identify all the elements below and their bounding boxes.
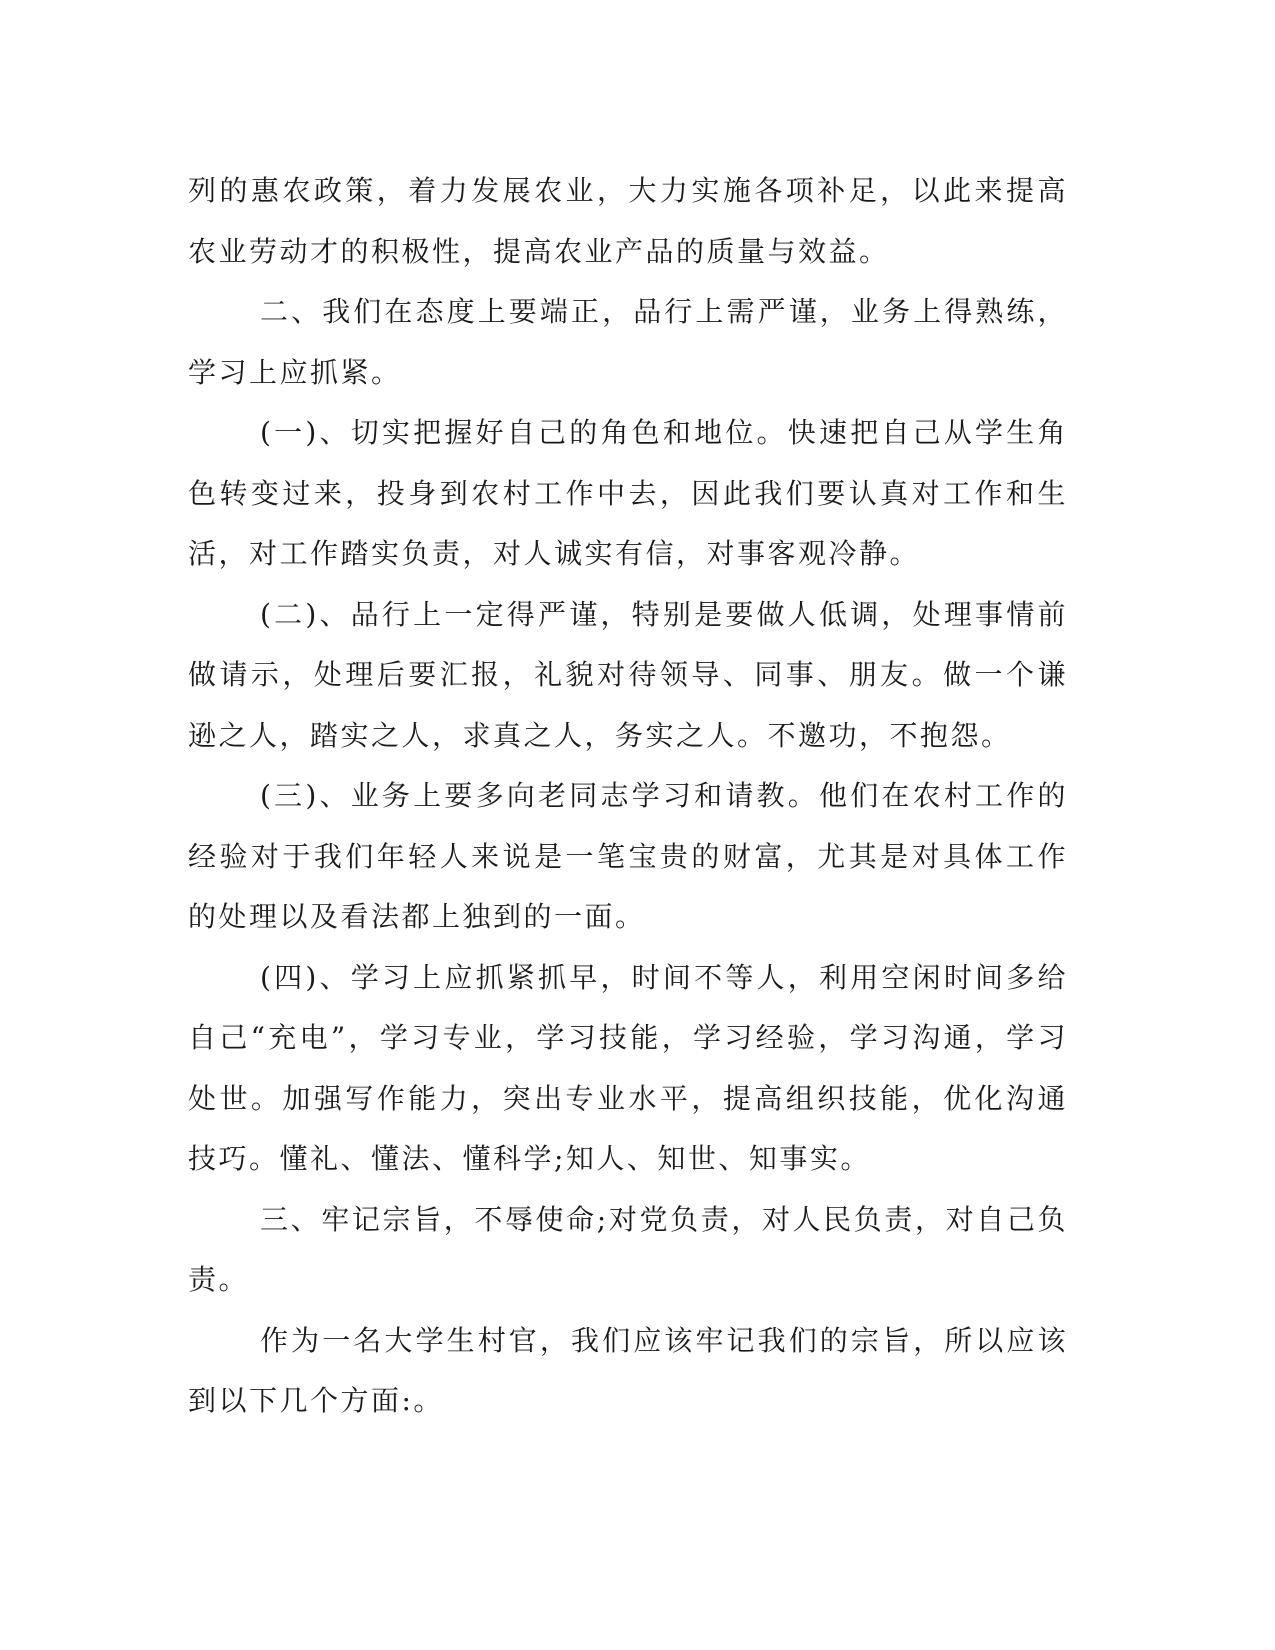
paragraph-section-two: 二、我们在态度上要端正，品行上需严谨，业务上得熟练，学习上应抓紧。 [188,295,1068,389]
paragraph-item-one: (一)、切实把握好自己的角色和地位。快速把自己从学生角色转变过来，投身到农村工作中去，因此我们要认真对工作和生活，对工作踏实负责，对人诚实有信，对事客观冷静。 [188,416,1068,570]
paragraph-item-four: (四)、学习上应抓紧抓早，时间不等人，利用空闲时间多给自己“充电”，学习专业，学习技能，学习经验，学习沟通，学习处世。加强写作能力，突出专业水平，提高组织技能，优化沟通技巧。懂礼、懂法、懂科学;知人、知世、知事实。 [188,960,1068,1175]
document-body [188,161,1068,1432]
paragraph-section-three: 三、牢记宗旨，不辱使命;对党负责，对人民负责，对自己负责。 [188,1202,1068,1296]
paragraph-item-three: (三)、业务上要多向老同志学习和请教。他们在农村工作的经验对于我们年轻人来说是一笔宝贵的财富，尤其是对具体工作的处理以及看法都上独到的一面。 [188,779,1068,933]
paragraph-closing: 作为一名大学生村官，我们应该牢记我们的宗旨，所以应该到以下几个方面:。 [188,1323,1068,1417]
paragraph-continuation: 列的惠农政策，着力发展农业，大力实施各项补足，以此来提高农业劳动才的积极性，提高农业产品的质量与效益。 [188,174,1068,268]
paragraph-item-two: (二)、品行上一定得严谨，特别是要做人低调，处理事情前做请示，处理后要汇报，礼貌对待领导、同事、朋友。做一个谦逊之人，踏实之人，求真之人，务实之人。不邀功，不抱怨。 [188,597,1068,752]
